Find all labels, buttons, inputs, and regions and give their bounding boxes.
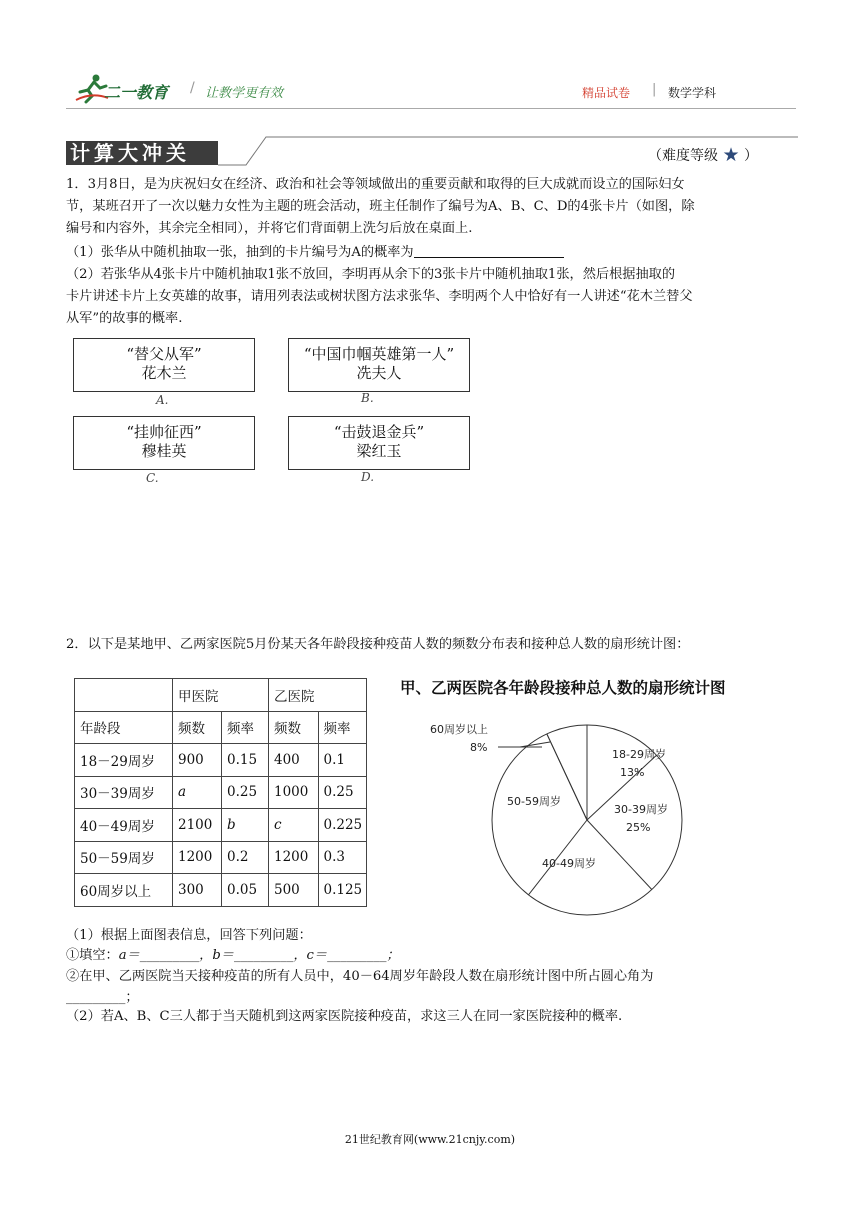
- section-title: 计算大冲关: [70, 141, 190, 165]
- table-header-freq: 频数: [269, 711, 319, 744]
- q2-intro: 2．以下是某地甲、乙两家医院5月份某天各年龄段接种疫苗人数的频数分布表和接种总人数的扇形统计图：: [66, 637, 690, 652]
- q2-sub1: （1）根据上面图表信息，回答下列问题：: [66, 928, 312, 943]
- table-header-rate: 频率: [318, 711, 367, 744]
- card-d: [288, 416, 470, 470]
- table-header-hospital-a: 甲医院: [173, 679, 269, 712]
- star-icon: ★: [722, 144, 740, 166]
- pie-chart: [410, 700, 710, 930]
- leader-line: [520, 742, 550, 747]
- header-rule: [66, 108, 796, 109]
- table-cell: 1000: [269, 776, 319, 809]
- card-quote: “中国巾帼英雄第一人”: [303, 345, 455, 363]
- q2-fill-line: [66, 945, 400, 967]
- q1-line2: 节，某班召开了一次以魅力女性为主题的班会活动，班主任制作了编号为A、B、C、D的4张卡片（如图，除: [66, 199, 695, 214]
- table-row: [75, 874, 367, 907]
- table-cell: b: [222, 809, 269, 842]
- table-cell: 900: [173, 744, 222, 777]
- table-cell: [75, 679, 173, 712]
- table-row: [75, 809, 367, 842]
- fill-a[interactable]: a＝_________，: [118, 948, 213, 963]
- card-label: D.: [361, 470, 375, 484]
- chart-title: 甲、乙两医院各年龄段接种总人数的扇形统计图: [400, 679, 726, 697]
- q1-sub1-text: （1）张华从中随机抽取一张，抽到的卡片编号为A的概率为: [66, 245, 414, 260]
- pie-slice-label: 60周岁以上: [430, 723, 488, 736]
- table-cell: 0.05: [222, 874, 269, 907]
- difficulty-label: （难度等级: [648, 148, 718, 164]
- pie-slice-label: 30-39周岁: [614, 803, 668, 816]
- table-cell: 0.125: [318, 874, 367, 907]
- table-cell: 30－39周岁: [75, 776, 173, 809]
- table-header-age: 年龄段: [75, 711, 173, 744]
- table-cell: 1200: [173, 841, 222, 874]
- table-row: [75, 711, 367, 744]
- pie-slice-label: 40-49周岁: [542, 857, 596, 870]
- table-row: [75, 744, 367, 777]
- pie-slice-percent: 8%: [470, 741, 488, 754]
- table-cell: 400: [269, 744, 319, 777]
- table-header-hospital-b: 乙医院: [269, 679, 367, 712]
- q1-sub1: [66, 242, 564, 264]
- pipe-divider: |: [652, 82, 657, 97]
- table-row: [75, 679, 367, 712]
- pie-slice-percent: 25%: [626, 821, 651, 834]
- q2-fill2-line1: ②在甲、乙两医院当天接种疫苗的所有人员中，40－64周岁年龄段人数在扇形统计图中所占圆心角为: [66, 969, 654, 984]
- table-cell: 300: [173, 874, 222, 907]
- pie-slice-label: 18-29周岁: [612, 748, 666, 761]
- answer-blank[interactable]: [414, 243, 564, 258]
- fill-prefix: ①填空：: [66, 948, 119, 963]
- card-name: 冼夫人: [356, 364, 402, 382]
- difficulty-close: ）: [743, 148, 758, 164]
- table-cell: a: [173, 776, 222, 809]
- table-cell: 18－29周岁: [75, 744, 173, 777]
- table-cell: 500: [269, 874, 319, 907]
- card-quote: “击鼓退金兵”: [333, 423, 425, 441]
- q1-sub2-line1: （2）若张华从4张卡片中随机抽取1张不放回，李明再从余下的3张卡片中随机抽取1张，然后根据抽取的: [66, 267, 676, 282]
- card-name: 花木兰: [141, 364, 187, 382]
- difficulty-rating: [648, 144, 758, 166]
- card-name: 穆桂英: [141, 442, 187, 460]
- q1-sub2-line3: 从军”的故事的概率.: [66, 311, 183, 326]
- table-header-rate: 频率: [222, 711, 269, 744]
- table-cell: 2100: [173, 809, 222, 842]
- logo-text: 二一教育: [104, 83, 169, 102]
- q2-sub2: （2）若A、B、C三人都于当天随机到这两家医院接种疫苗，求这三人在同一家医院接种的概率.: [66, 1009, 623, 1024]
- q1-line1: 1．3月8日，是为庆祝妇女在经济、政治和社会等领域做出的重要贡献和取得的巨大成就而设立的国际妇女: [66, 177, 685, 192]
- q1-line3: 编号和内容外，其余完全相同），并将它们背面朝上洗匀后放在桌面上.: [66, 221, 473, 236]
- card-label: C.: [146, 471, 159, 485]
- table-cell: 0.25: [222, 776, 269, 809]
- slogan: 让教学更有效: [205, 86, 284, 101]
- table-cell: 60周岁以上: [75, 874, 173, 907]
- table-header-freq: 频数: [173, 711, 222, 744]
- card-quote: “挂帅征西”: [126, 423, 202, 441]
- pie-slice-percent: 13%: [620, 766, 645, 779]
- table-cell: 0.225: [318, 809, 367, 842]
- table-cell: 0.15: [222, 744, 269, 777]
- table-cell: 50－59周岁: [75, 841, 173, 874]
- card-label: B.: [361, 391, 374, 405]
- table-cell: 0.2: [222, 841, 269, 874]
- table-cell: 0.3: [318, 841, 367, 874]
- card-label: A.: [156, 393, 169, 407]
- table-cell: 0.25: [318, 776, 367, 809]
- table-cell: 1200: [269, 841, 319, 874]
- q1-sub2-line2: 卡片讲述卡片上女英雄的故事，请用列表法或树状图方法求张华、李明两个人中恰好有一人讲述“花木兰替父: [66, 289, 693, 304]
- table-cell: 40－49周岁: [75, 809, 173, 842]
- card-c: [73, 416, 255, 470]
- table-cell: 0.1: [318, 744, 367, 777]
- table-cell: c: [269, 809, 319, 842]
- card-name: 梁红玉: [356, 442, 402, 460]
- fill-c[interactable]: c＝_________；: [306, 948, 400, 963]
- tagline: 精品试卷: [582, 86, 631, 100]
- frequency-table: [74, 678, 367, 907]
- q2-fill2-line2[interactable]: _________；: [66, 990, 139, 1005]
- card-a: [73, 338, 255, 392]
- pie-slice-label: 50-59周岁: [507, 795, 561, 808]
- table-row: [75, 841, 367, 874]
- card-quote: “替父从军”: [126, 345, 202, 363]
- footer: 21世纪教育网(www.21cnjy.com): [344, 1133, 516, 1146]
- card-b: [288, 338, 470, 392]
- table-row: [75, 776, 367, 809]
- slash-divider: /: [190, 80, 195, 96]
- fill-b[interactable]: b＝_________，: [212, 948, 307, 963]
- subject: 数学学科: [668, 86, 717, 100]
